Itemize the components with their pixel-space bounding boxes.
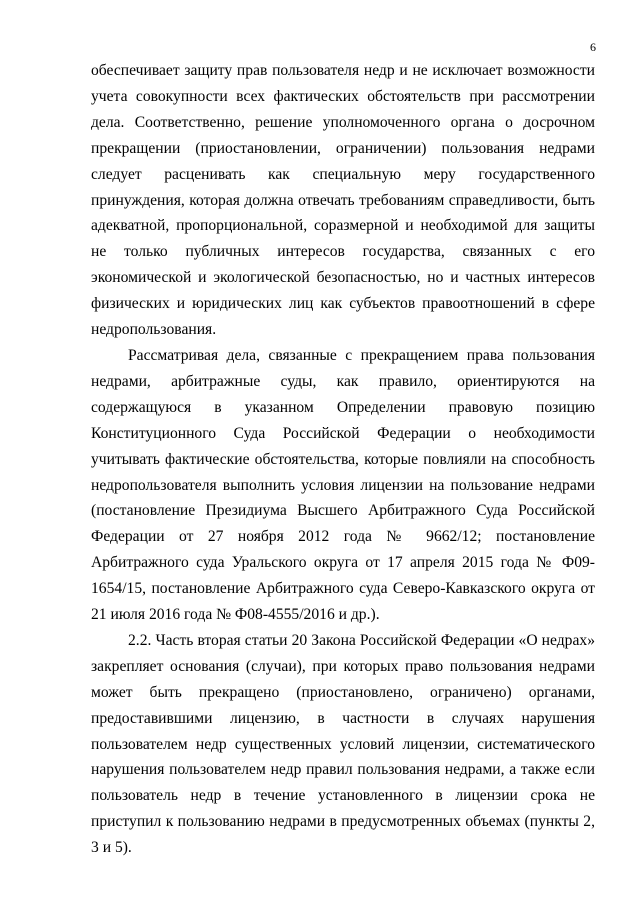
paragraph-section-2-2: 2.2. Часть вторая статьи 20 Закона Российской Федерации «О недрах» закрепляет основания (случаи), при которых право пользования недрами может быть прекращено (приостановлено, ограничено) органами, предоставившими лицензию, в частности в случаях нарушения пользователем недр существенных условий лицензии, систематического нарушения пользователем недр правил пользования недрами, а также если пользователь недр в течение установленного в лицензии срока не приступил к пользованию недрами в предусмотренных объемах (пункты 2, 3 и 5).: [91, 631, 595, 857]
paragraph-arbitration-practice: Рассматривая дела, связанные с прекращением права пользования недрами, арбитражные суды, как правило, ориентируются на содержащуюся в указанном Определении правовую позицию Конституционного Суда Российской Федерации о необходимости учитывать фактические обстоятельства, которые повлияли на способность недропользователя выполнить условия лицензии на пользование недрами (постановление Президиума Высшего Арбитражного Суда Российской Федерации от 27 ноября 2012 года № 9662/12; постановление Арбитражного суда Уральского округа от 17 апреля 2015 года № Ф09-1654/15, постановление Арбитражного суда Северо-Кавказского округа от 21 июля 2016 года № Ф08-4555/2016 и др.).: [91, 346, 595, 624]
page-number: 6: [590, 40, 596, 54]
document-body: [91, 58, 595, 861]
paragraph-continuation: обеспечивает защиту прав пользователя недр и не исключает возможности учета совокупности всех фактических обстоятельств при рассмотрении дела. Соответственно, решение уполномоченного органа о досрочном прекращении (приостановлении, ограничении) пользования недрами следует расценивать как специальную меру государственного принуждения, которая должна отвечать требованиям справедливости, быть адекватной, пропорциональной, соразмерной и необходимой для защиты не только публичных интересов государства, связанных с его экономической и экологической безопасностью, но и частных интересов физических и юридических лиц как субъектов правоотношений в сфере недропользования.: [91, 62, 595, 339]
